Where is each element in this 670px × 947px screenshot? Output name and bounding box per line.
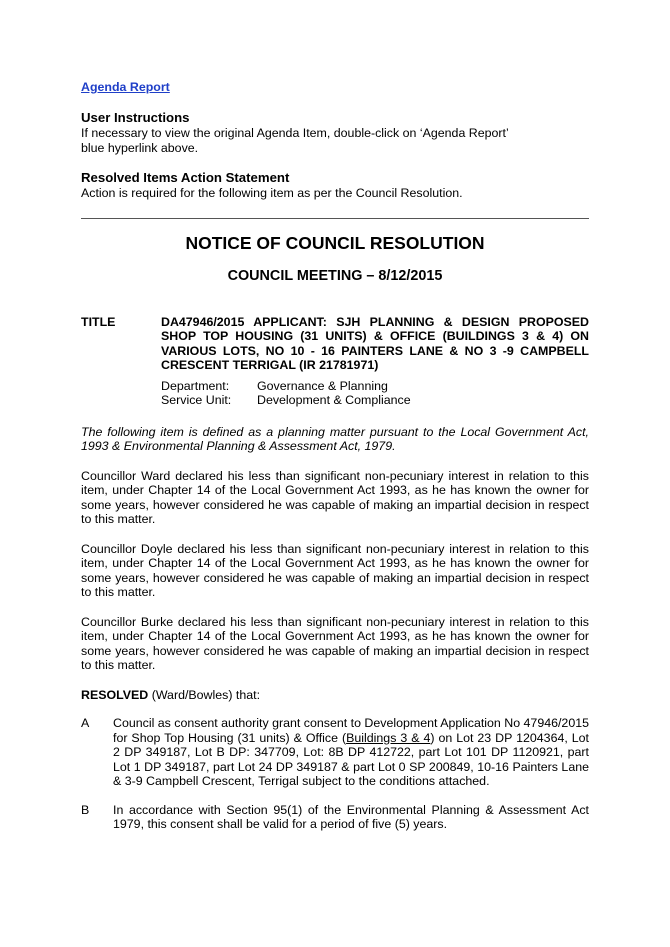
resolved-line	[81, 688, 589, 703]
declaration-burke: Councillor Burke declared his less than significant non-pecuniary interest in relation to this item, under Chapter 14 of the Local Government Act 1993, as he has known the owner for some years, however considered he was capable of making an impartial decision in respect to this matter.	[81, 614, 589, 672]
user-instructions-line-1: If necessary to view the original Agenda Item, double-click on ‘Agenda Report’	[81, 126, 509, 140]
meeting-title: COUNCIL MEETING – 8/12/2015	[227, 267, 443, 284]
item-letter: A	[81, 716, 90, 730]
resolution-item-a	[81, 716, 589, 789]
declaration-ward: Councillor Ward declared his less than significant non-pecuniary interest in relation to this item, under Chapter 14 of the Local Government Act 1993, as he has known the owner for some years, however considered he was capable of making an impartial decision in respect to this matter.	[81, 468, 589, 526]
user-instructions-line-2: blue hyperlink above.	[81, 140, 199, 155]
notice-title: NOTICE OF COUNCIL RESOLUTION	[185, 232, 485, 253]
title-block	[81, 315, 589, 373]
item-a-underlined-buildings: Buildings 3 & 4	[346, 730, 431, 745]
item-text	[113, 716, 589, 789]
resolved-items-text: Action is required for the following item as per the Council Resolution.	[81, 186, 463, 200]
service-unit-label: Service Unit:	[161, 393, 232, 407]
document-page	[81, 80, 589, 832]
user-instructions-section	[81, 110, 589, 155]
resolution-item-b	[81, 803, 589, 832]
item-a-text-part-1: Council as consent authority grant consent to Development Application No 47946/2015 for Shop Top Housing (31 units) & Office (	[113, 716, 589, 745]
service-unit-value: Development & Compliance	[257, 393, 411, 407]
department-label: Department:	[161, 378, 230, 393]
item-a-text-part-2: ) on Lot 23 DP 1204364, Lot 2 DP 349187, Lot B DP: 347709, Lot: 8B DP 412722, part Lot 101 DP 1120921, part Lot 1 DP 349187, part Lot 24 DP 349187 & part Lot 0 SP 200849, 10-16 Painters Lane & 3-9 Campbell Crescent, Terrigal subject to the conditions attached.	[113, 730, 589, 788]
item-letter: B	[81, 802, 90, 817]
agenda-report-link[interactable]: Agenda Report	[81, 80, 170, 94]
department-value: Governance & Planning	[257, 378, 388, 393]
planning-matter-statement: The following item is defined as a planning matter pursuant to the Local Government Act, 1993 & Environmental Planning & Assessment Act, 1979.	[81, 424, 589, 453]
title-label: TITLE	[81, 314, 116, 329]
declaration-doyle: Councillor Doyle declared his less than significant non-pecuniary interest in relation to this item, under Chapter 14 of the Local Government Act 1993, as he has known the owner for some years, however considered he was capable of making an impartial decision in respect to this matter.	[81, 541, 589, 599]
resolved-movers: (Ward/Bowles) that:	[148, 687, 261, 702]
title-text: DA47946/2015 APPLICANT: SJH PLANNING & DESIGN PROPOSED SHOP TOP HOUSING (31 UNITS) & OFFICE (BUILDINGS 3 & 4) ON VARIOUS LOTS, NO 10 - 16 PAINTERS LANE & NO 3 -9 CAMPBELL CRESCENT TERRIGAL (IR 21781971)	[161, 314, 589, 372]
resolved-label: RESOLVED	[81, 687, 149, 702]
resolved-items-section	[81, 170, 589, 201]
user-instructions-heading: User Instructions	[81, 110, 190, 125]
department-row	[161, 379, 589, 394]
resolved-items-heading: Resolved Items Action Statement	[81, 170, 290, 185]
service-unit-row	[161, 393, 589, 408]
item-text: In accordance with Section 95(1) of the Environmental Planning & Assessment Act 1979, this consent shall be valid for a period of five (5) years.	[113, 802, 589, 831]
